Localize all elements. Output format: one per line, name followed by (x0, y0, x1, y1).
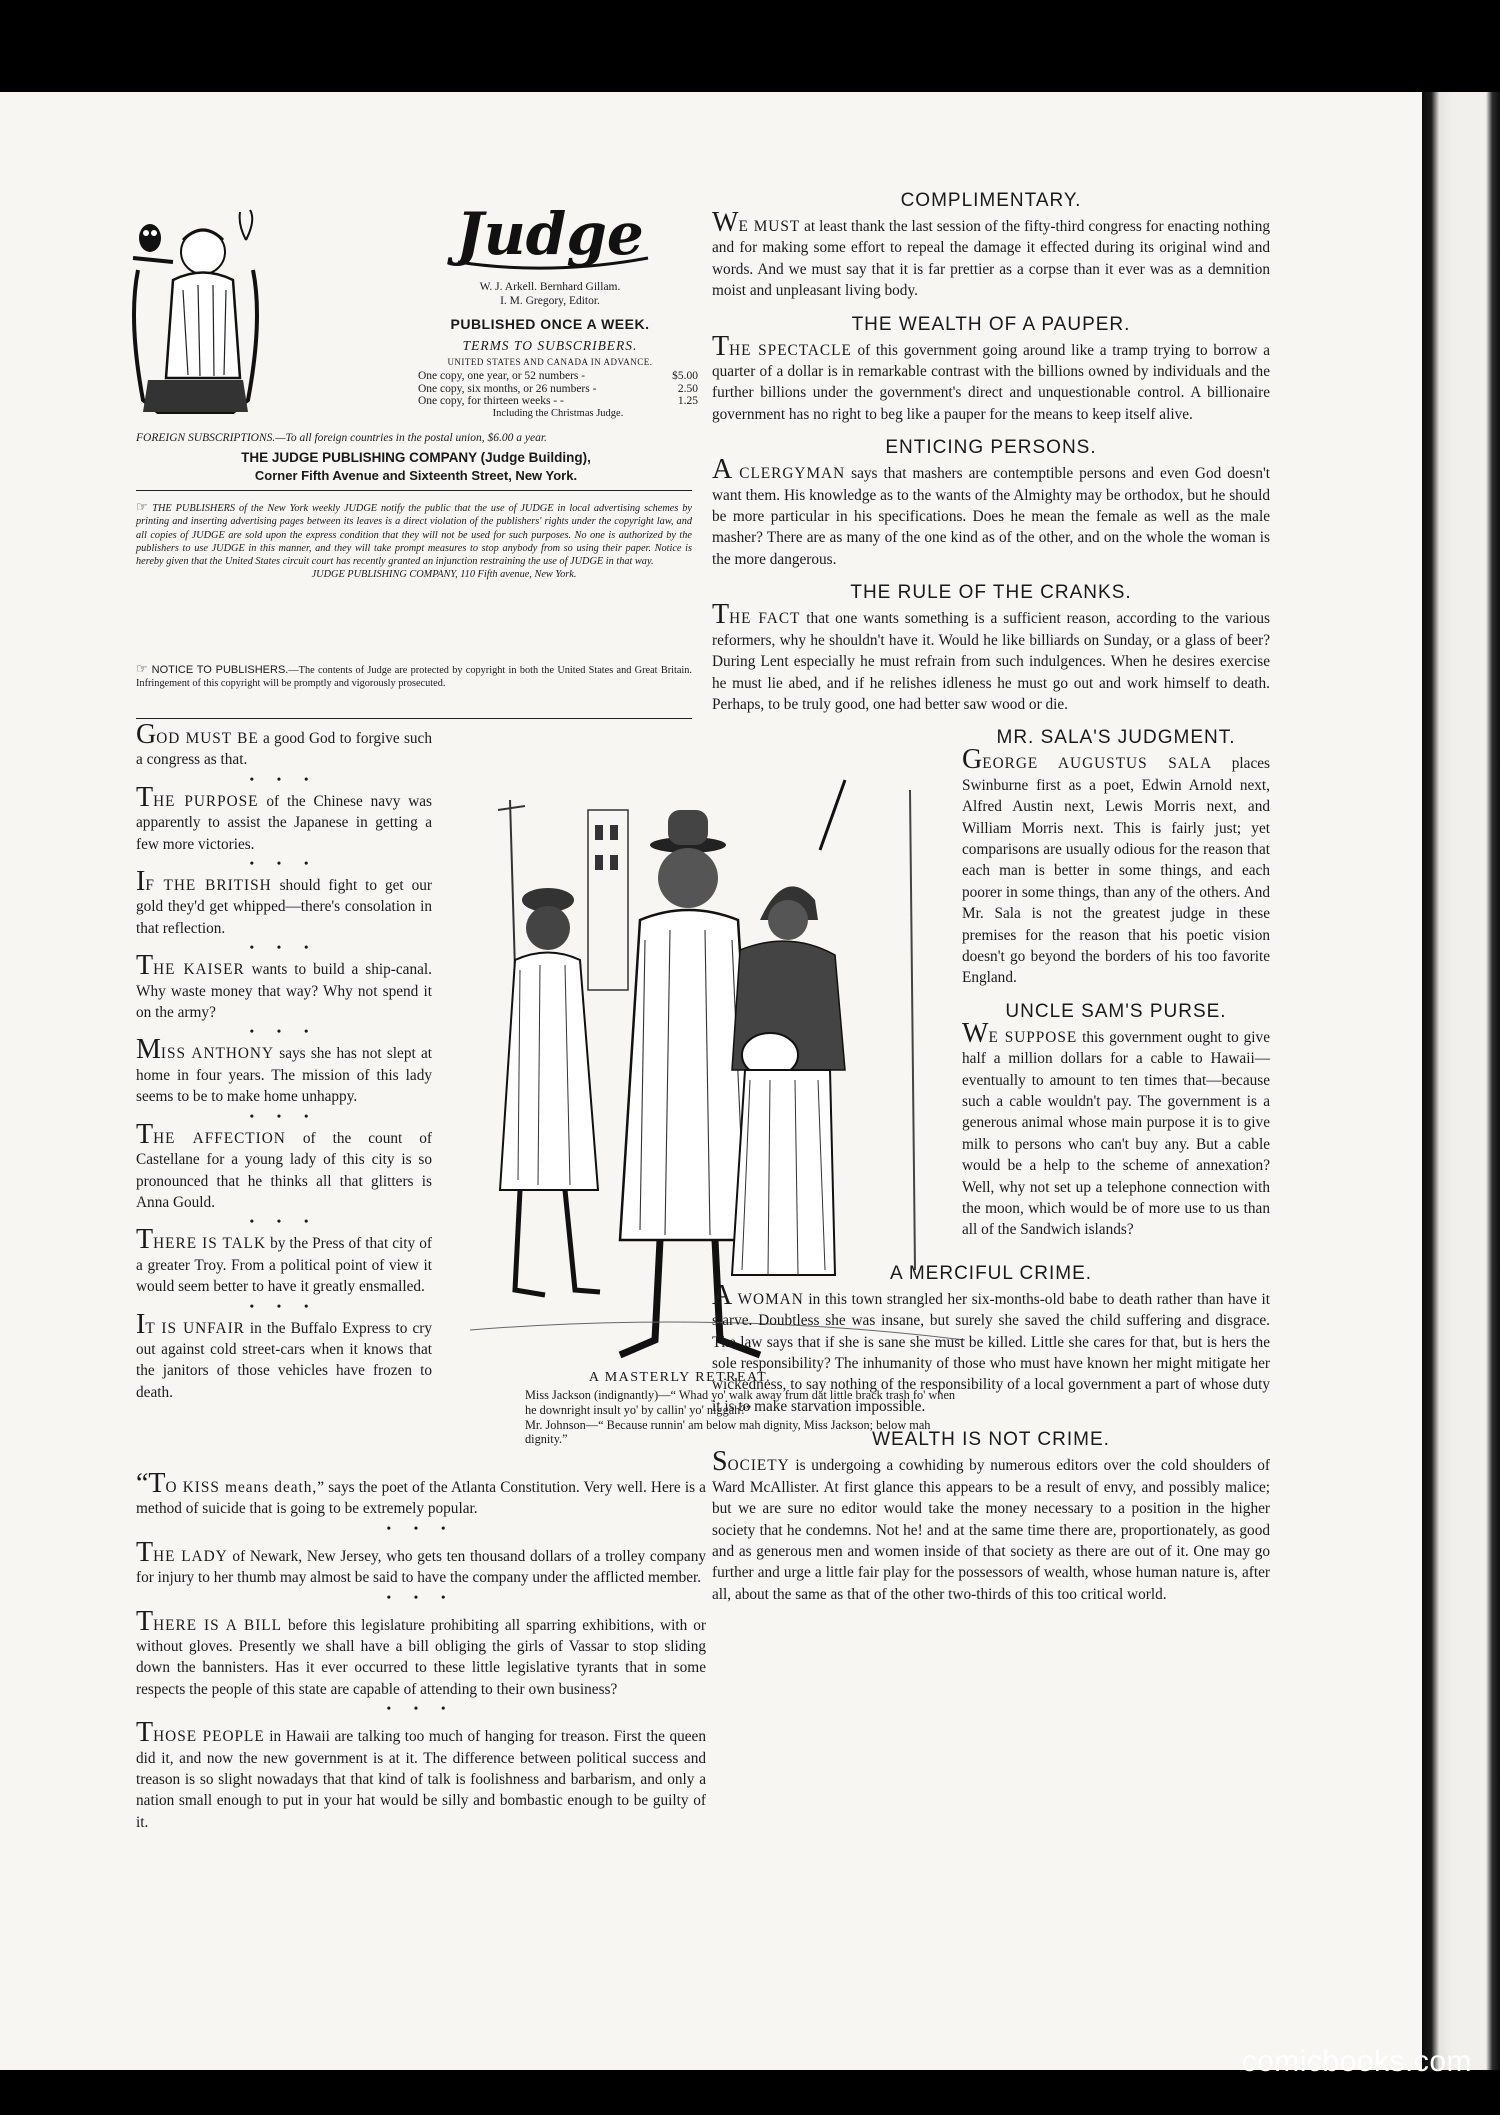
lead-words: HE KAISER (153, 961, 245, 979)
paragraph-text: is undergoing a cowhiding by numerous editors over the cold shoulders of Ward McAllister. At first glance this appears to be a result of envy, and possibly malice; but we are sure no editor would take the money necessary to a position in the higher society that he condemns. Not he! and at the same time there are, proportionately, as good and as generous men and women inside of that society as there are out of it. One may go further and urge a little fair play for the possessors of wealth, whose human nature is, after all, about the same as that of the other two-thirds of this too critical world. (712, 1457, 1270, 1603)
lead-words: T IS UNFAIR (145, 1319, 245, 1337)
separator-dots: • • • (249, 1214, 319, 1229)
article-heading: THE WEALTH OF A PAUPER. (851, 313, 1131, 335)
caption-line: Miss Jackson (indignantly)—“ Whad yo' walk away frum dat little brack trash fo' when he downright insult yo' by callin' yo' niggah?” (525, 1388, 956, 1417)
article-heading: COMPLIMENTARY. (900, 190, 1082, 211)
separator-dots: • • • (249, 1108, 319, 1123)
paragraph-text: of the count of Castellane for a young lady of this city is so pronounced that he thinks all that glitters is Anna Gould. (136, 1129, 432, 1211)
article-heading: WEALTH IS NOT CRIME. (872, 1429, 1110, 1451)
paragraph (712, 207, 1270, 302)
judge-logo (430, 192, 670, 278)
subscription-rates (418, 370, 698, 420)
lead-words: WOMAN (732, 1290, 804, 1308)
pointing-hand-icon: ☞ (136, 499, 153, 514)
paragraph (962, 744, 1270, 988)
drop-cap: M (136, 1034, 161, 1066)
left-wide-paragraphs (136, 1468, 706, 1833)
separator-dots: • • • (386, 1589, 456, 1604)
separator-dots: • • • (249, 1298, 319, 1313)
terms-heading: TERMS TO SUBSCRIBERS. (462, 338, 638, 353)
paragraph-text: of the Chinese navy was apparently to assist the Japanese in getting a few more victories. (136, 792, 432, 853)
paragraph-text: that one wants something is a sufficient reason, according to the various reformers, why he shouldn't have it. Would he like billiards on Sunday, or a glass of beer? During Lent especially he must refrain from such indulgences. When he desires exercise he must lie abed, and if he relishes idleness he must go out and work himself to death. Perhaps, to be truly good, one had better saw wood or die. (712, 610, 1270, 713)
editor-line: I. M. Gregory, Editor. (500, 295, 600, 307)
paragraph (136, 1468, 706, 1520)
lead-words: E SUPPOSE (988, 1028, 1078, 1046)
lead-words: HERE IS A BILL (153, 1616, 282, 1634)
judge-masthead-illustration (128, 200, 263, 420)
page-gutter (1422, 92, 1500, 2070)
paragraph (136, 1224, 432, 1297)
paragraph-text: says she has not slept at home in four years. The mission of this lady seems to be to make home unhappy. (136, 1045, 432, 1106)
paragraph-text: in Hawaii are talking too much of hanging for treason. First the queen did it, and now the new government is at it. The difference between political success and treason is so slight nowadays that that kind of talk is foolishness and barbarism, and only a nation small enough to put in your hat would be silly and bombastic enough to be guilty of it. (136, 1728, 706, 1831)
paragraph (136, 719, 432, 771)
paragraph-text: ” says the poet of the Atlanta Constitution. Very well. Here is a method of suicide that is going to be extremely popular. (136, 1479, 706, 1518)
drop-cap: T (136, 781, 154, 813)
notice-signature: JUDGE PUBLISHING COMPANY, 110 Fifth avenue, New York. (311, 569, 577, 581)
lead-words: HE AFFECTION (153, 1129, 286, 1147)
drop-cap: T (136, 1224, 154, 1256)
lead-words: HE LADY (153, 1547, 228, 1565)
separator-dots: • • • (386, 1701, 456, 1716)
rate-row (418, 370, 698, 383)
paragraph (136, 950, 432, 1023)
lead-words: OCIETY (727, 1457, 790, 1475)
article-heading: THE RULE OF THE CRANKS. (850, 582, 1132, 604)
lead-words: HOSE PEOPLE (153, 1728, 265, 1746)
paragraph-text: in this town strangled her six-months-old babe to death rather than have it starve. Doubtless she was insane, but surely she saved the child suffering and disgrace. The law says that if she is sane she must be killed. Little she cares for that, but is hers the sole responsibility? The inhumanity of those who must have known her might mitigate her wickedness, to say nothing of the responsibility of a local government a part of whose duty it is to make starvation impossible. (712, 1290, 1270, 1415)
lead-words: EORGE AUGUSTUS SALA (982, 755, 1213, 773)
right-column-articles (712, 190, 1270, 1617)
drop-cap: G (136, 719, 157, 750)
drop-cap: T (712, 330, 730, 362)
divider (136, 718, 692, 719)
paragraph-text: places Swinburne first as a poet, Edwin Arnold next, Alfred Austin next, Lewis Morris next, and William Morris next. This is fairly just; yet comparisons are usually odious for the reason that each man is better in some things, and each poorer in some things, than any of the others. And Mr. Sala is not the greatest judge in these premises for the reason that his poetic vision doesn't go beyond the borders of his too favorite England. (962, 755, 1270, 987)
pointing-hand-icon: ☞ (136, 661, 152, 676)
lead-words: O KISS means death, (165, 1479, 318, 1496)
paragraph-text: in the Buffalo Express to cry out against cold street-cars when it knows that the janitors of those vehicles have frozen to death. (136, 1319, 432, 1401)
paragraph (136, 1717, 706, 1833)
rate-label: One copy, six months, or 26 numbers - (418, 382, 597, 395)
drop-cap: W (962, 1017, 989, 1049)
staff-line: W. J. Arkell. Bernhard Gillam. (479, 281, 621, 293)
article (962, 727, 1270, 988)
separator-dots: • • • (249, 1024, 319, 1039)
paragraph (712, 1279, 1270, 1417)
rates-note: Including the Christmas Judge. (492, 407, 624, 419)
lead-words: F THE BRITISH (145, 877, 272, 895)
paragraph-text: at least thank the last session of the fifty-third congress for enacting nothing and for making some effort to repeal the damage it effected during its original wind and words. And we must say that it is far prettier as a corpse than it ever was as a demnition moist and unpleasant living body. (712, 218, 1270, 300)
drop-cap: T (136, 1118, 154, 1150)
paragraph (962, 1017, 1270, 1241)
terms-region: UNITED STATES AND CANADA IN ADVANCE. (447, 357, 653, 367)
article-heading: A MERCIFUL CRIME. (889, 1262, 1093, 1284)
paragraph-text: says that mashers are contemptible persons and even God doesn't want them. His knowledge as to the wants of the Almighty may be orthodox, but he should be more particular in his specifications. Does he mean the female as well as the male masher? There are as many of the one kind as of the other, and on the whole the woman is the more dangerous. (712, 465, 1270, 568)
article-heading: UNCLE SAM'S PURSE. (1005, 1000, 1227, 1022)
svg-text:Judge: Judge (456, 200, 644, 268)
drop-cap: G (962, 744, 983, 776)
lead-words: OD MUST BE (156, 730, 259, 747)
paragraph-text: a good God to forgive such a congress as that. (136, 730, 432, 769)
drop-cap: I (136, 1308, 146, 1340)
lead-words: E MUST (738, 218, 801, 235)
left-column-paragraphs (136, 719, 432, 1403)
paragraph (712, 599, 1270, 715)
drop-cap: T (712, 599, 730, 631)
paragraph (136, 1308, 432, 1404)
paragraph-text: this government ought to give half a million dollars for a cable to Hawaii—eventually to amount to ten times that—because such a cable wouldn't pay. The government is a generous animal whose main purpose it is to give milk to persons who can't buy any. But a cable would be a help to the scheme of annexation? Well, why not set up a telephone connection with the moon, which would be of more use to us than all of the Sandwich islands? (962, 1028, 1270, 1239)
article (712, 314, 1270, 426)
publisher-address: Corner Fifth Avenue and Sixteenth Street, New York. (254, 468, 578, 483)
drop-cap: T (136, 950, 154, 982)
drop-cap: S (712, 1446, 728, 1478)
divider (136, 490, 692, 491)
paragraph (136, 1536, 706, 1589)
paragraph (136, 781, 432, 855)
article (712, 1429, 1270, 1605)
staff-credits (405, 280, 695, 308)
paragraph (136, 1118, 432, 1214)
drop-cap: T (136, 1717, 154, 1749)
publisher-name: THE JUDGE PUBLISHING COMPANY (Judge Building), (241, 450, 591, 465)
cartoon-title: A MASTERLY RETREAT. (588, 1370, 772, 1385)
drop-cap: “T (136, 1468, 166, 1499)
drop-cap: A (712, 1279, 733, 1311)
lead-words: HERE IS TALK (153, 1235, 267, 1253)
separator-dots: • • • (249, 771, 319, 786)
foreign-subscriptions: FOREIGN SUBSCRIPTIONS.—To all foreign countries in the postal union, $6.00 a year. (136, 432, 547, 444)
notice-text: —The contents of Judge are protected by copyright in both the United States and Great Britain. Infringement of this copyright will be promptly and vigorously prosecuted. (136, 665, 693, 690)
lead-words: HE PURPOSE (153, 792, 259, 810)
lead-words: CLERGYMAN (732, 465, 846, 483)
article (712, 190, 1270, 302)
drop-cap: W (712, 207, 739, 238)
paragraph-text: of Newark, New Jersey, who gets ten thousand dollars of a trolley company for injury to her thumb may almost be said to have the company under the afflicted member. (136, 1547, 706, 1587)
paragraph (712, 1446, 1270, 1605)
drop-cap: A (712, 454, 733, 486)
paragraph (712, 454, 1270, 570)
rate-label: One copy, for thirteen weeks - - (418, 395, 564, 407)
rate-row (418, 383, 698, 396)
rate-row (418, 395, 698, 408)
article (712, 1263, 1270, 1417)
paragraph-text: wants to build a ship-canal. Why waste money that way? Why not spend it on the army? (136, 961, 432, 1022)
notice-text: THE PUBLISHERS of the New York weekly JUDGE notify the public that the use of JUDGE in local advertising schemes by printing and inserting advertising pages between its leaves is a direct violation of the publishers' rights under the copyright law, and all copies of JUDGE are sold upon the express condition that they will not be used for such purposes. No one is authorized by the publishers to use JUDGE in this manner, and they will take prompt measures to stop anybody from so using their paper. Notice is hereby given that the United States circuit court has recently granted an injunction restraining the use of JUDGE in that way. (136, 503, 692, 568)
rate-price: 1.25 (677, 395, 698, 407)
separator-dots: • • • (249, 856, 319, 871)
rate-label: One copy, one year, or 52 numbers - (418, 370, 586, 382)
copyright-notice (136, 662, 692, 691)
paragraph (712, 330, 1271, 426)
paragraph-text: by the Press of that city of a greater Troy. From a political point of view it would seem better to have it greatly ensmalled. (136, 1235, 432, 1296)
site-watermark: comicbooks.com (1241, 2045, 1472, 2078)
separator-dots: • • • (249, 940, 319, 955)
article-heading: ENTICING PERSONS. (885, 437, 1097, 459)
drop-cap: T (136, 1605, 154, 1637)
paragraph (136, 1034, 432, 1107)
caption-line: Mr. Johnson—“ Because runnin' am below mah dignity, Miss Jackson; below mah dignity.” (525, 1417, 931, 1447)
lead-words: HE SPECTACLE (729, 341, 852, 359)
paragraph-text: should fight to get our gold they'd get whipped—there's consolation in that reflection. (136, 877, 432, 937)
lead-words: HE FACT (729, 610, 801, 628)
publication-frequency: PUBLISHED ONCE A WEEK. (450, 316, 650, 332)
publishers-notice (136, 500, 692, 582)
paragraph-text: of this government going around like a tramp trying to borrow a quarter of a dollar is in remarkable contrast with the billions owned by individuals and the further billions under the government's direct and unquestionable control. A billionaire government has no right to beg like a pauper for the means to keep itself alive. (712, 341, 1271, 423)
paragraph (136, 1605, 706, 1701)
rate-price: 2.50 (677, 382, 698, 395)
paragraph-text: before this legislature prohibiting all sparring exhibitions, with or without gloves. Presently we shall have a bill obliging the girls of Vassar to stop sliding down the bannisters. Has it ever occurred to these little legislative tyrants that in some respects the people of this state are capable of attending to their own business? (136, 1616, 706, 1698)
rate-price: $5.00 (672, 370, 698, 382)
lead-words: ISS ANTHONY (160, 1045, 275, 1063)
article (962, 1001, 1270, 1241)
paragraph (136, 866, 432, 939)
drop-cap: I (136, 866, 146, 898)
article (712, 437, 1270, 570)
drop-cap: T (136, 1536, 154, 1568)
separator-dots: • • • (386, 1520, 456, 1535)
notice-heading: NOTICE TO PUBLISHERS. (151, 664, 289, 676)
article-heading: MR. SALA'S JUDGMENT. (996, 727, 1236, 749)
article (712, 582, 1270, 715)
